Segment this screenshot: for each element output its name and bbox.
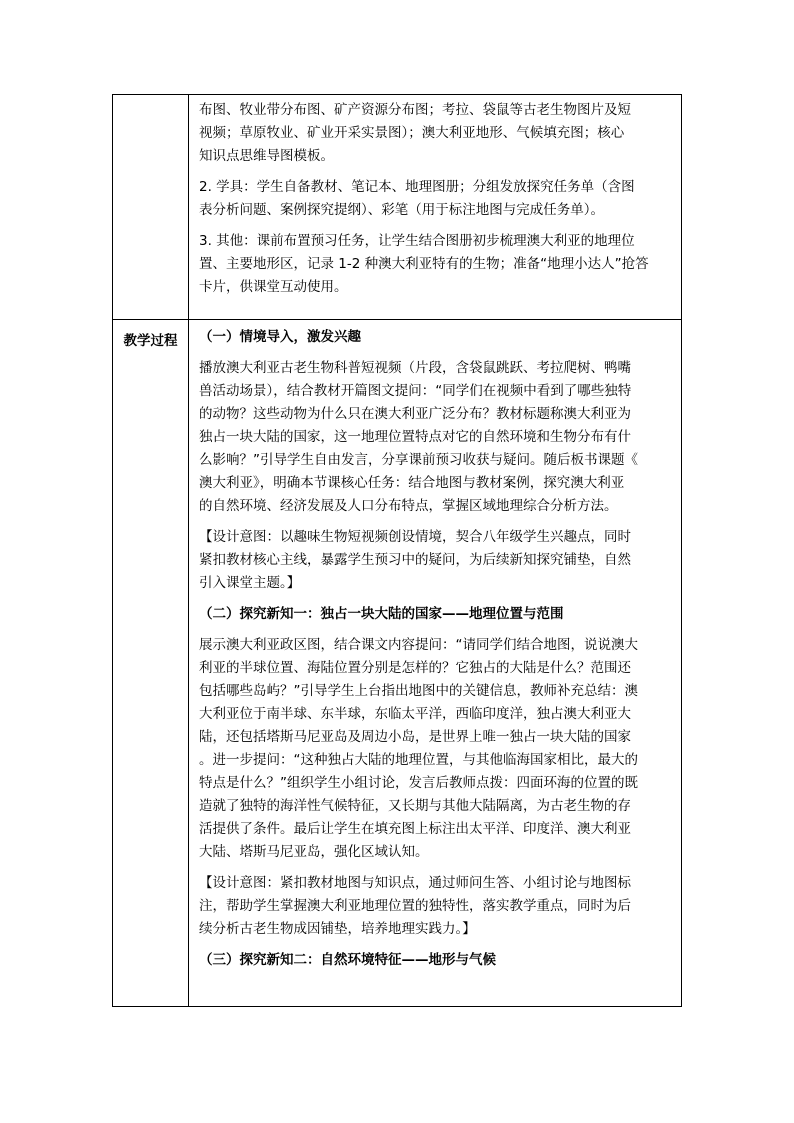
teaching-process-cell: [199, 326, 675, 972]
section-1-design-intent: 【设计意图：以趣味生物短视频创设情境，契合八年级学生兴趣点，同时 紧扣教材核心主线，暴露学生预习中的疑问，为后续新知探究铺垫，自然 引入课堂主题。】: [199, 529, 631, 591]
student-tools-text: 2. 学具：学生自备教材、笔记本、地理图册；分组发放探究任务单（含图 表分析问题、案例探究提纲）、彩笔（用于标注地图与完成任务单）。: [199, 179, 635, 218]
section-3-heading: （三）探究新知二：自然环境特征——地形与气候: [199, 952, 496, 968]
lesson-plan-table: [112, 94, 682, 1007]
other-prep-text: 3. 其他：课前布置预习任务，让学生结合图册初步梳理澳大利亚的地理位 置、主要地形区，记录 1-2 种澳大利亚特有的生物；准备“地理小达人”抢答 卡片，供课堂互动使用。: [199, 233, 649, 295]
preparation-cell: [199, 99, 675, 299]
section-1-heading: （一）情境导入，激发兴趣: [199, 329, 361, 345]
section-2-body: 展示澳大利亚政区图，结合课文内容提问：“请同学们结合地图，说说澳大 利亚的半球位置、海陆位置分别是怎样的？它独占的大陆是什么？范围还 包括哪些岛屿？”引导学生上台指出地图中的关键信息，教师补充总结：澳 大利亚位于南半球、东半球，东临太平洋，西临印度洋，独占澳大利亚大 陆，还包括塔斯马尼亚岛及周边小岛，是世界上唯一独占一块大陆的国家 。进一步提问：“这种独占大陆的地理位置，与其他临海国家相比，最大的 特点是什么？”组织学生小组讨论，发言后教师点拨：四面环海的位置的既 造就了独特的海洋性气候特征，又长期与其他大陆隔离，为古老生物的存 活提供了条件。最后让学生在填充图上标注出太平洋、印度洋、澳大利亚 大陆、塔斯马尼亚岛，强化区域认知。: [199, 637, 638, 860]
row-label-teaching-process: 教学过程: [123, 333, 178, 349]
column-divider: [188, 95, 189, 1006]
section-1-body: 播放澳大利亚古老生物科普短视频（片段，含袋鼠跳跃、考拉爬树、鸭嘴 兽活动场景），结合教材开篇图文提问：“同学们在视频中看到了哪些独特 的动物？这些动物为什么只在澳大利亚广泛分布？教材标题称澳大利亚为 独占一块大陆的国家，这一地理位置特点对它的自然环境和生物分布有什 么影响？”引导学生自由发言，分享课前预习收获与疑问。随后板书课题《 澳大利亚》，明确本节课核心任务：结合地图与教材案例，探究澳大利亚 的自然环境、经济发展及人口分布特点，掌握区域地理综合分析方法。: [199, 360, 638, 514]
materials-text: 布图、牧业带分布图、矿产资源分布图；考拉、袋鼠等古老生物图片及短 视频；草原牧业、矿业开采实景图）；澳大利亚地形、气候填充图；核心 知识点思维导图模板。: [199, 102, 631, 164]
section-2-heading: （二）探究新知一：独占一块大陆的国家——地理位置与范围: [199, 606, 564, 622]
section-2-design-intent: 【设计意图：紧扣教材地图与知识点，通过师问生答、小组讨论与地图标 注，帮助学生掌握澳大利亚地理位置的独特性，落实教学重点，同时为后 续分析古老生物成因铺垫，培养地理实践力。】: [199, 875, 631, 937]
row-divider: [113, 319, 681, 320]
